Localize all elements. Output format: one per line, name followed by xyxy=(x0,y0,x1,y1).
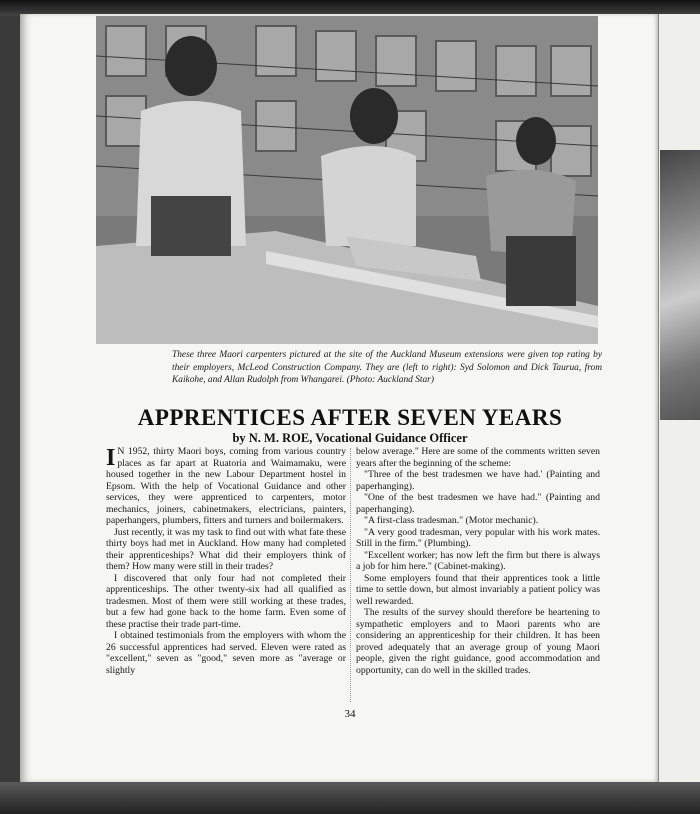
quote-3: "A first-class tradesman." (Motor mechanic). xyxy=(364,515,539,526)
quote-1: "Three of the best tradesmen we have had.' (Painting and paperhanging). xyxy=(356,469,600,492)
quote-5: "Excellent worker; has now left the firm but there is always a job for him here." (Cabinet-making). xyxy=(356,549,600,572)
article-headline: APPRENTICES AFTER SEVEN YEARS xyxy=(137,405,563,430)
article-column-1 xyxy=(106,446,346,676)
quote-4: "A very good tradesman, very popular with his work mates. Still in the firm." (Plumbing). xyxy=(356,526,600,549)
article-column-2 xyxy=(356,446,600,676)
column-divider xyxy=(350,448,351,702)
paragraph-4: I obtained testimonials from the employers with whom the 26 successful apprentices had served. Eleven were rated as "excellent," seven as "good," seven more as "average or slightly xyxy=(106,630,346,676)
carpenters-photo xyxy=(96,16,598,344)
adjacent-page-photo xyxy=(660,150,700,420)
scan-bottom-edge xyxy=(0,782,700,814)
photo-illustration xyxy=(96,16,598,344)
article-byline: by N. M. ROE, Vocational Guidance Officer xyxy=(232,431,468,445)
paragraph-2: Just recently, it was my task to find out with what fate these thirty boys had met in Auckland. How many had completed their apprenticeships? What did their employers think of them? How many were still in their trades? xyxy=(106,526,346,572)
paragraph-6: Some employers found that their apprentices took a little time to settle down, but almost invariably a patient policy was well rewarded. xyxy=(356,572,600,607)
drop-cap: I xyxy=(106,445,116,471)
paragraph-3: I discovered that only four had not completed their apprenticeships. The other twenty-six had all qualified as tradesmen. Most of them were still working at these trades, but a few had gone back to the home farm. Even some of these practise their trade part-time. xyxy=(106,572,346,630)
quote-2: "One of the best tradesmen we have had." (Painting and paperhanging). xyxy=(356,492,600,515)
photo-caption: These three Maori carpenters pictured at the site of the Auckland Museum extensions were given top rating by their employers, McLeod Construction Company. They are (left to right): Syd Solomon and Dick Taurua, from Kaikohe, and Allan Rudolph from Whangarei. (Photo: Auckland Star) xyxy=(172,350,602,385)
paragraph-5: below average." Here are some of the comments written seven years after the beginning of the scheme: xyxy=(356,446,600,469)
paragraph-7: The results of the survey should therefore be heartening to sympathetic employers and to Maori parents who are considering an apprenticeship for their children. It has been proved adequately that an average group of young Maori people, given the right guidance, good accommodation and opportunity, can do well in the skilled trades. xyxy=(356,607,600,676)
paragraph-1: I N 1952, thirty Maori boys, coming from various country places as far apart at Ruatoria and Waimamaku, were housed together in the new Labour Department hostel in Epsom. With the help of Vocational Guidance and other services, they were apprenticed to carpenters, motor mechanics, joiners, cabinetmakers, electricians, painters, paperhangers, plumbers, fitters and turners and boilermakers. xyxy=(106,445,346,526)
page-number: 34 xyxy=(344,708,356,720)
